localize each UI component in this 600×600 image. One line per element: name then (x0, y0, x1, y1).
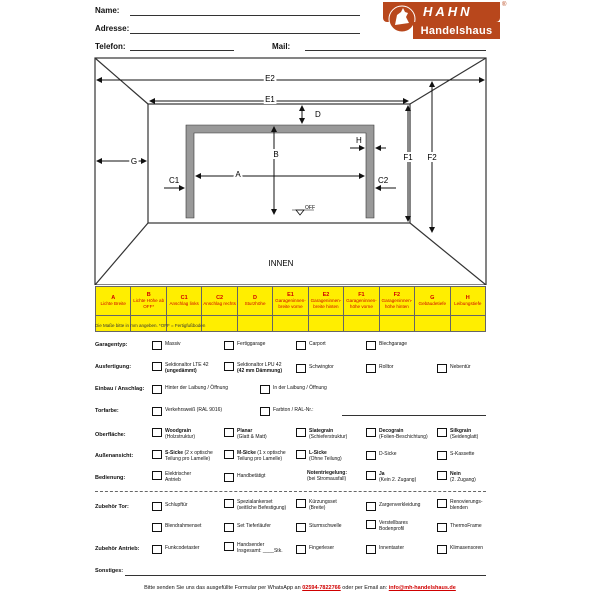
label-b: B (273, 150, 279, 159)
checkbox[interactable] (224, 341, 234, 350)
option-planar[interactable]: Planar (Glatt & Matt) (224, 428, 267, 440)
col-c2: C2 Anschlag rechts (202, 287, 237, 316)
option-lte42[interactable]: Sektionaltor LTE 42 (ungedämmt) (152, 362, 209, 374)
notentriegelung-label: Notentriegelung: (bei Stromausfall) (307, 470, 347, 482)
option-blechgarage[interactable]: Blechgarage (366, 341, 407, 350)
option-funkcodetaster[interactable]: Funkcodetaster (152, 545, 199, 554)
checkbox[interactable] (152, 450, 162, 459)
option-innentaster[interactable]: Innentaster (366, 545, 404, 554)
input-e2[interactable] (308, 316, 343, 332)
option-blendrahmenset[interactable]: Blendrahmenset (152, 523, 201, 532)
option-sturmschwelle[interactable]: Sturmschwelle (296, 523, 342, 532)
option-s-kassette[interactable]: S-Kassette (437, 451, 474, 460)
input-f2[interactable] (379, 316, 414, 332)
checkbox[interactable] (437, 523, 447, 532)
checkbox[interactable] (296, 364, 306, 373)
checkbox[interactable] (437, 451, 447, 460)
option-verkehrsweiss[interactable]: Verkehrsweiß (RAL 9016) (152, 407, 222, 416)
option-handbetaetigt[interactable]: Handbetätigt (224, 473, 265, 482)
checkbox[interactable] (152, 523, 162, 532)
checkbox[interactable] (366, 502, 376, 511)
option-m-sicke[interactable]: M-Sicke (1 x optische Teilung pro Lamelle) (224, 450, 286, 462)
footer-phone[interactable]: 02594-7822766 (302, 585, 341, 591)
col-b: B Lichte Höhe ab OFF* (131, 287, 166, 316)
checkbox[interactable] (296, 545, 306, 554)
checkbox[interactable] (224, 542, 234, 551)
zubehoer-antrieb-label: Zubehör Antrieb: (95, 546, 140, 552)
torfarbe-label: Torfarbe: (95, 408, 119, 414)
footer-note: Bitte senden Sie uns das ausgefüllte Formular per WhatsApp an 02594-7822766 oder per Email an: info@mh-handelshaus.de (144, 585, 456, 591)
phone-label: Telefon: (95, 42, 126, 51)
sonstiges-field[interactable] (125, 575, 486, 576)
checkbox[interactable] (152, 428, 162, 437)
checkbox[interactable] (437, 364, 447, 373)
garage-diagram (0, 0, 600, 285)
option-massiv[interactable]: Massiv (152, 341, 181, 350)
checkbox[interactable] (224, 362, 234, 371)
input-g[interactable] (415, 316, 450, 332)
option-notentriegelung-ja[interactable]: Ja (Kein 2. Zugang) (366, 471, 416, 483)
logo-registered: ® (502, 2, 507, 8)
label-c2: C2 (378, 176, 389, 185)
option-schwingtor[interactable]: Schwingtor (296, 364, 334, 373)
checkbox[interactable] (437, 499, 447, 508)
option-nebentuer[interactable]: Nebentür (437, 364, 471, 373)
col-e1: E1 Garageninnen-breite vorne (273, 287, 308, 316)
option-decograin[interactable]: Decograin (Folien-Beschichtung) (366, 428, 428, 440)
option-silkgrain[interactable]: Silkgrain (Seidenglatt) (437, 428, 478, 440)
outer-wall (95, 58, 486, 285)
col-d: D Sturzhöhe (237, 287, 272, 316)
checkbox[interactable] (152, 502, 162, 511)
off-marker (296, 210, 304, 215)
col-f2: F2 Garageninnen-höhe hinten (379, 287, 414, 316)
checkbox[interactable] (437, 471, 447, 480)
input-d[interactable] (237, 316, 272, 332)
checkbox[interactable] (366, 451, 376, 460)
label-f2: F2 (427, 153, 437, 162)
option-l-sicke[interactable]: L-Sicke (Ohne Teilung) (296, 450, 342, 462)
option-rolltor[interactable]: Rolltor (366, 364, 393, 373)
label-innen: INNEN (268, 259, 294, 268)
checkbox[interactable] (152, 407, 162, 416)
checkbox[interactable] (296, 450, 306, 459)
input-f1[interactable] (344, 316, 379, 332)
checkbox[interactable] (366, 545, 376, 554)
input-c2[interactable] (202, 316, 237, 332)
checkbox[interactable] (366, 428, 376, 437)
section-divider (95, 491, 486, 492)
farbton-field[interactable] (342, 415, 486, 416)
checkbox[interactable] (366, 364, 376, 373)
option-lpu42[interactable]: Sektionaltor LPU 42 (42 mm Dämmung) (224, 362, 282, 374)
label-e1: E1 (265, 95, 275, 104)
option-d-sicke[interactable]: D-Sicke (366, 451, 397, 460)
checkbox[interactable] (224, 499, 234, 508)
checkbox[interactable] (152, 545, 162, 554)
checkbox[interactable] (152, 362, 162, 371)
option-handsender[interactable]: Handsender Insgesamt: ____Stk. (224, 542, 283, 554)
checkbox[interactable] (152, 471, 162, 480)
label-d: D (315, 110, 321, 119)
option-s-sicke[interactable]: S-Sicke (2 x optische Teilung pro Lamelle) (152, 450, 213, 462)
input-e1[interactable] (273, 316, 308, 332)
col-g: G Gebäudetiefe (415, 287, 450, 316)
oberflaeche-label: Oberfläche: (95, 432, 126, 438)
option-hinter-laibung[interactable]: Hinter der Laibung / Öffnung (152, 385, 228, 394)
option-set-tieferlaeufer[interactable]: Set Tieferläufer (224, 523, 271, 532)
col-h: H Leibungstiefe (450, 287, 485, 316)
checkbox[interactable] (366, 471, 376, 480)
garagentyp-label: Garagentyp: (95, 342, 128, 348)
label-off: OFF (305, 205, 315, 211)
checkbox[interactable] (260, 385, 270, 394)
option-fertiggarage[interactable]: Fertiggarage (224, 341, 265, 350)
option-in-laibung[interactable]: In der Laibung / Öffnung (260, 385, 327, 394)
einbau-label: Einbau / Anschlag: (95, 386, 145, 392)
col-a: A Lichte Breite (96, 287, 131, 316)
address-label: Adresse: (95, 24, 130, 33)
checkbox[interactable] (224, 523, 234, 532)
mail-label: Mail: (272, 42, 291, 51)
checkbox[interactable] (296, 523, 306, 532)
option-farbton[interactable]: Farbton / RAL-Nr.: (260, 407, 314, 416)
option-notentriegelung-nein[interactable]: Nein (2. Zugang) (437, 471, 476, 483)
door-frame (186, 125, 374, 218)
checkbox[interactable] (366, 520, 376, 529)
logo-subtitle: Handelshaus (413, 22, 500, 39)
footer-email[interactable]: info@mh-handelshaus.de (388, 585, 456, 591)
checkbox[interactable] (224, 450, 234, 459)
checkbox[interactable] (366, 341, 376, 350)
zubehoer-tor-label: Zubehör Tor: (95, 504, 129, 510)
col-e2: E2 Garageninnen-breite hinten (308, 287, 343, 316)
option-woodgrain[interactable]: Woodgrain (Holzstruktur) (152, 428, 195, 440)
option-kuerzungsset[interactable]: Kürzungsset (Breite) (296, 499, 337, 511)
checkbox[interactable] (152, 341, 162, 350)
option-thermoframe[interactable]: ThermoFrame (437, 523, 482, 532)
ausfertigung-label: Ausfertigung: (95, 364, 132, 370)
option-bodenprofil[interactable]: Verstellbares Bodenprofil (366, 520, 408, 532)
label-h: H (356, 136, 362, 145)
checkbox[interactable] (152, 385, 162, 394)
checkbox[interactable] (296, 499, 306, 508)
label-g: G (130, 157, 138, 166)
label-a: A (235, 170, 241, 179)
label-e2: E2 (265, 74, 275, 83)
input-h[interactable] (450, 316, 485, 332)
option-klimasensoren[interactable]: Klimasensoren (437, 545, 483, 554)
checkbox[interactable] (296, 428, 306, 437)
option-spezialankerset[interactable]: Spezialankerset (seitliche Befestigung) (224, 499, 286, 511)
logo-brand: HAHN (423, 4, 473, 19)
bedienung-label: Bedienung: (95, 475, 126, 481)
option-slategrain[interactable]: Slategrain (Schieferstruktur) (296, 428, 347, 440)
label-c1: C1 (169, 176, 180, 185)
option-schlupftuer[interactable]: Schlupftür (152, 502, 188, 511)
label-f1: F1 (403, 153, 413, 162)
col-f1: F1 Garageninnen-höhe vorne (344, 287, 379, 316)
sonstiges-label: Sonstiges: (95, 568, 124, 574)
measure-header-row (96, 287, 486, 316)
measure-note: Die Maße bitte in mm angeben. *OFF = Fertigfußboden (95, 323, 206, 328)
option-renovierungsblenden[interactable]: Renovierungs- blenden (437, 499, 483, 511)
checkbox[interactable] (296, 341, 306, 350)
aussenansicht-label: Außenansicht: (95, 453, 134, 459)
name-label: Name: (95, 6, 120, 15)
checkbox[interactable] (224, 473, 234, 482)
option-fingerleser[interactable]: Fingerleser (296, 545, 334, 554)
option-elektrisch[interactable]: Elektrischer Antrieb (152, 471, 191, 483)
checkbox[interactable] (224, 428, 234, 437)
checkbox[interactable] (437, 428, 447, 437)
option-zargenverkleidung[interactable]: Zargenverkleidung (366, 502, 420, 511)
option-carport[interactable]: Carport (296, 341, 326, 350)
col-c1: C1 Anschlag links (166, 287, 201, 316)
checkbox[interactable] (260, 407, 270, 416)
checkbox[interactable] (437, 545, 447, 554)
